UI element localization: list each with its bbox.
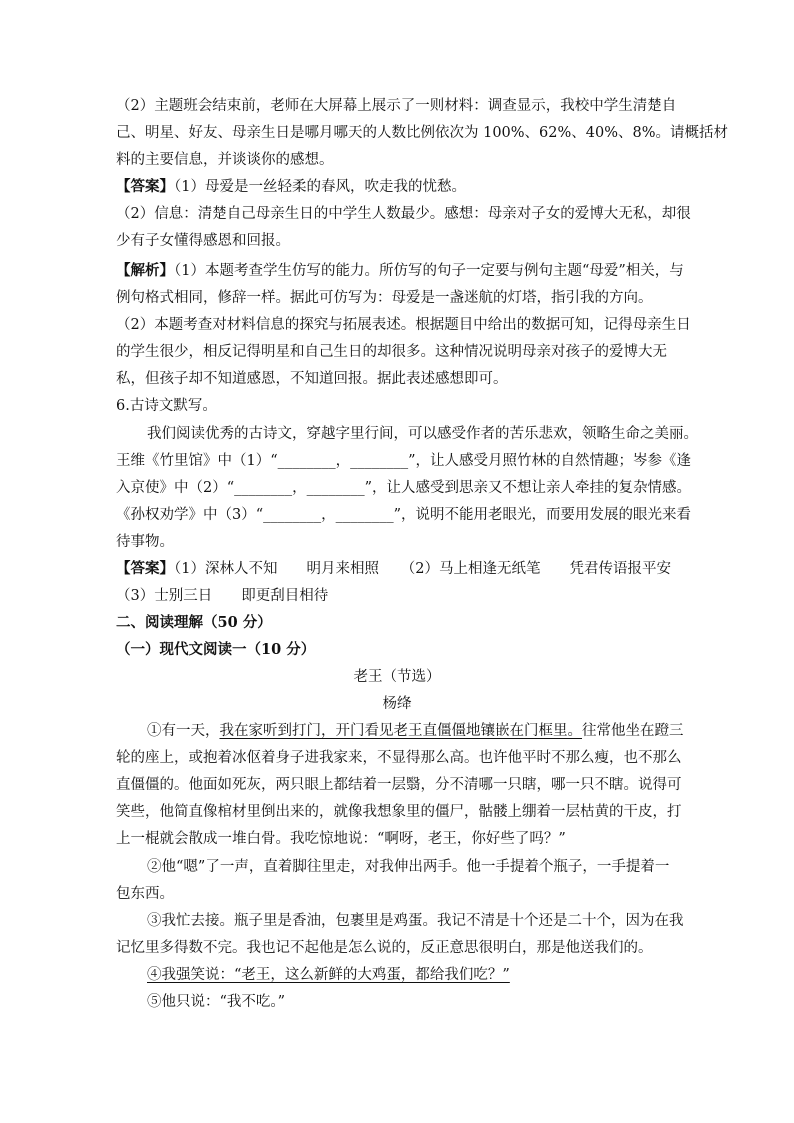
text-line: 己、明星、好友、母亲生日是哪月哪天的人数比例依次为 100%、62%、40%、8%。请概括材 [116, 125, 729, 141]
text-line: 轮的座上，或抱着冰伛着身子进我家来，不显得那么高。也许他平时不那么瘦，也不那么 [116, 750, 682, 766]
underlined-sentence: ④我强笑说：“老王，这么新鲜的大鸡蛋，都给我们吃？” [147, 967, 510, 983]
text-line: 待事物。 [116, 534, 174, 550]
text-line: 例句格式相同，修辞一样。据此可仿写为：母爱是一盏迷航的灯塔，指引我的方向。 [116, 290, 653, 306]
article-title: 老王（节选） [353, 669, 441, 685]
text-line: 记忆里多得数不完。我也记不起他是怎么说的，反正意思很明白，那是他送我们的。 [116, 940, 653, 956]
answer-label: 【答案】 [116, 560, 174, 577]
article-author: 杨绛 [382, 696, 412, 712]
text-line: 料的主要信息，并谈谈你的感想。 [116, 152, 334, 168]
question-heading: 6.古诗文默写。 [116, 398, 217, 414]
analysis-line [116, 261, 684, 281]
underlined-sentence: 我在家听到打门，开门看见老王直僵僵地镶嵌在门框里。 [219, 723, 582, 739]
text-line: 上一棍就会散成一堆白骨。我吃惊地说：“啊呀，老王，你好些了吗？” [116, 831, 566, 847]
section-heading: 二、阅读理解（50 分） [116, 614, 272, 631]
text-line: 我们阅读优秀的古诗文，穿越字里行间，可以感受作者的苦乐悲欢，领略生命之美丽。 [147, 426, 698, 442]
answer-label: 【答案】 [116, 178, 174, 195]
text-line: 直僵僵的。他面如死灰，两只眼上都结着一层翳，分不清哪一只瞎，哪一只不瞎。说得可 [116, 777, 682, 793]
text-line: 包东西。 [116, 886, 174, 902]
text-line: 笑些，他简直像棺材里倒出来的，就像我想象里的僵尸，骷髅上绷着一层枯黄的干皮，打 [116, 804, 682, 820]
answer-line [116, 177, 466, 197]
text-line: 王维《竹里馆》中（1）“________，________”，让人感受月照竹林的自然情趣；岑参《逢 [116, 453, 692, 469]
subsection-heading: （一）现代文阅读一（10 分） [116, 641, 316, 658]
text-line: 入京使》中（2）“________，________”，让人感受到思亲又不想让亲人牵挂的复杂情感。 [116, 480, 692, 496]
text-line: （2）主题班会结束前，老师在大屏幕上展示了一则材料：调查显示，我校中学生清楚自 [116, 98, 677, 114]
text-line: 私，但孩子却不知道感恩，不知道回报。据此表述感想即可。 [116, 371, 508, 387]
text-line: 《孙权劝学》中（3）“________，________”，说明不能用老眼光，而要用发展的眼光来看 [116, 507, 692, 523]
text-line: 少有子女懂得感恩和回报。 [116, 233, 290, 249]
text-line: （3）士别三日 即更刮目相待 [116, 588, 329, 604]
paragraph-line: ①有一天，我在家听到打门，开门看见老王直僵僵地镶嵌在门框里。往常他坐在蹬三 [147, 723, 684, 739]
answer-text: （1）母爱是一丝轻柔的春风，吹走我的忧愁。 [174, 179, 466, 195]
analysis-text: （1）本题考查学生仿写的能力。所仿写的句子一定要与例句主题“母爱”相关，与 [174, 263, 684, 279]
answer-text: （1）深林人不知 明月来相照 （2）马上相逢无纸笔 凭君传语报平安 [174, 561, 671, 577]
paragraph-line: ⑤他只说：“我不吃。” [147, 994, 286, 1010]
paragraph-line: ③我忙去接。瓶子里是香油，包裹里是鸡蛋。我记不清是十个还是二十个，因为在我 [147, 913, 684, 929]
text-line: 的学生很少，相反记得明星和自己生日的却很多。这种情况说明母亲对孩子的爱博大无 [116, 344, 667, 360]
text-line: （2）信息：清楚自己母亲生日的中学生人数最少。感想：母亲对子女的爱博大无私，却很 [116, 206, 691, 222]
text-line: （2）本题考查对材料信息的探究与拓展表述。根据题目中给出的数据可知，记得母亲生日 [116, 317, 691, 333]
paragraph-line: ②他“嗯”了一声，直着脚往里走，对我伸出两手。他一手提着个瓶子，一手提着一 [147, 859, 670, 875]
analysis-label: 【解析】 [116, 262, 174, 279]
answer-line [116, 559, 671, 579]
